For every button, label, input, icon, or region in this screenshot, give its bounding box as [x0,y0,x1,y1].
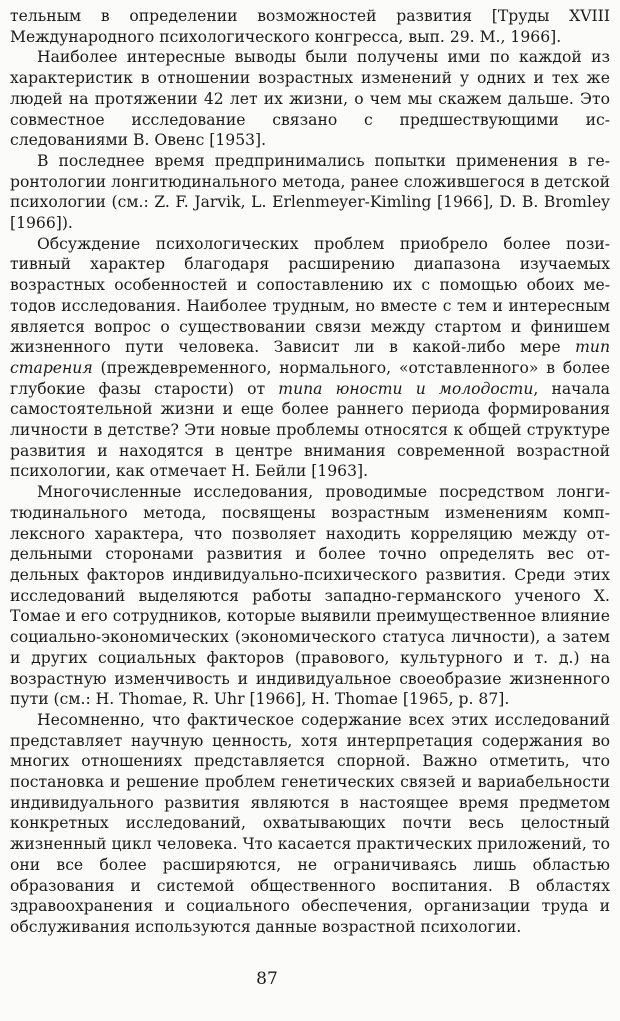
text-run: Многочисленные исследования, проводимые посредством лонгитюдинального метода, посвящены возрастным изменениям комплексного характера, что позволяет находить корреляцию между отдельными сторонами развития и более точно определять вес отдельных факторов индивидуально-психического развития. Среди этих исследований выделяются работы западно-германского ученого Х. Томае и его сотрудников, которые выявили преимущественное влияние социально-экономических (экономического статуса личности), а затем и других социальных факторов (правового, культурного и т. д.) на возрастную изменчивость и индивидуальное своеобразие жизненного пути (см.: H. Thomae, R. Uhr [1966], H. Thomae [1965, р. 87]. [10,483,610,709]
paragraph [10,234,610,482]
italic-text-run: тип старения [10,338,610,377]
paragraph [10,710,610,938]
text-run: (преждевременного, нормального, «отставленного» в более глубокие фазы старости) от [10,358,610,398]
text-run: тельным в определении возможностей развития [Труды XVIII Международного психологического конгресса, вып. 29. М., 1966]. [10,7,610,46]
text-run: Наиболее интересные выводы были получены ими по каждой из характеристик в отношении возрастных изменений у одних и тех же людей на протяжении 42 лет их жизни, о чем мы скажем дальше. Это совместное исследование связано с предшествующими исследованиями В. Овенс [1953]. [10,48,610,150]
italic-text-run: типа юности и молодости [278,379,534,398]
paragraph [10,6,610,47]
page-number [0,969,620,989]
paragraph [10,47,610,151]
body-text [10,6,610,938]
text-run: Обсуждение психологических проблем приобрело более позитивный характер благодаря расширению диапазона изучаемых возрастных особенностей и сопоставлению их с помощью обоих методов исследования. Наиболее трудным, но вместе с тем и интересным является вопрос о существовании связи между стартом и финишем жизненного пути человека. Зависит ли в какой-либо мере [10,234,610,357]
page-number-text: 87 [256,969,278,989]
text-run: В последнее время предпринимались попытки применения в геронтологии лонгитюдинального метода, ранее сложившегося в детской психологии (см.: Z. F. Jarvik, L. Erlenmeyer-Kimling [1966], D. B. Bromley [1966]). [10,151,610,233]
paragraph [10,482,610,710]
text-run: , начала самостоятельной жизни и еще более раннего периода формирования личности в детстве? Эти новые проблемы относятся к общей структуре развития и находятся в центре внимания современной возрастной психологии, как отмечает Н. Бейли [1963]. [10,379,610,481]
paragraph [10,151,610,234]
text-run: Несомненно, что фактическое содержание всех этих исследований представляет научную ценность, хотя интерпретация содержания во многих отношениях представляется спорной. Важно отметить, что постановка и решение проблем генетических связей и вариабельности индивидуального развития являются в настоящее время предметом конкретных исследований, охватывающих почти весь целостный жизненный цикл человека. Что касается практических приложений, то они все более расширяются, не ограничиваясь лишь областью образования и системой общественного воспитания. В областях здравоохранения и социального обеспечения, организации труда и обслуживания используются данные возрастной психологии. [10,710,610,936]
